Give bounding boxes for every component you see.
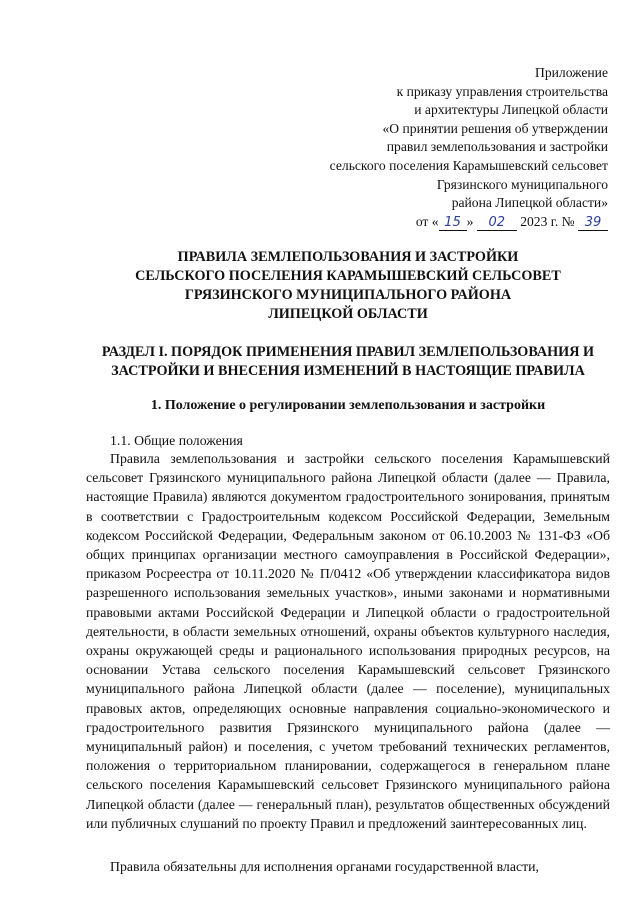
section-line: РАЗДЕЛ I. ПОРЯДОК ПРИМЕНЕНИЯ ПРАВИЛ ЗЕМЛЕПОЛЬЗОВАНИЯ И xyxy=(101,344,595,360)
appendix-line: к приказу управления строительства xyxy=(396,83,608,99)
appendix-date-line xyxy=(330,213,608,232)
appendix-line: и архитектуры Липецкой области xyxy=(414,102,608,118)
title-line: ЛИПЕЦКОЙ ОБЛАСТИ xyxy=(268,306,428,322)
appendix-line: района Липецкой области» xyxy=(451,195,608,211)
clause-heading: 1.1. Общие положения xyxy=(110,433,243,448)
body-paragraph: Правила землепользования и застройки сельского поселения Карамышевский сельсовет Грязинского муниципального района Липецкой области (далее — Правила, настоящие Правила) являются документом градостроительного зонирования, принятым в соответствии с Градостроительным кодексом Российской Федерации, Земельным кодексом Российской Федерации, Федеральным законом от 06.10.2003 № 131-ФЗ «Об общих принципах организации местного самоуправления в Российской Федерации», приказом Росреестра от 10.11.2020 № П/0412 «Об утверждении классификатора видов разрешенного использования земельных участков», иными законами и нормативными правовыми актами Российской Федерации и Липецкой области о градостроительной деятельности, в области земельных отношений, охраны объектов культурного наследия, охраны окружающей среды и рационального использования природных ресурсов, на основании Устава сельского поселения Карамышевский сельсовет Грязинского муниципального района Липецкой области (далее — поселение), муниципальных правовых актов, определяющих основные направления социально-экономического и градостроительного развития Грязинского муниципального района (далее — муниципальный район) и поселения, с учетом требований технических регламентов, положения о территориальном планировании, содержащегося в генеральном плане сельского поселения Карамышевский сельсовет Грязинского муниципального района Липецкой области (далее — генеральный план), результатов общественных обсуждений или публичных слушаний по проекту Правил и предложений заинтересованных лиц. xyxy=(86,451,610,831)
document-title xyxy=(86,248,610,324)
section-line: ЗАСТРОЙКИ И ВНЕСЕНИЯ ИЗМЕНЕНИЙ В НАСТОЯЩИЕ ПРАВИЛА xyxy=(111,363,585,379)
handwritten-month: 02 xyxy=(477,216,517,231)
appendix-header xyxy=(330,64,608,231)
date-year: 2023 г. № xyxy=(520,213,575,229)
appendix-line: Приложение xyxy=(535,65,608,80)
appendix-line: правил землепользования и застройки xyxy=(386,139,608,155)
title-line: ГРЯЗИНСКОГО МУНИЦИПАЛЬНОГО РАЙОНА xyxy=(184,287,512,303)
appendix-line: Грязинского муниципального xyxy=(436,176,608,192)
title-line: СЕЛЬСКОГО ПОСЕЛЕНИЯ КАРАМЫШЕВСКИЙ СЕЛЬСОВЕТ xyxy=(135,268,561,284)
handwritten-day: 15 xyxy=(439,216,467,231)
body-paragraph: Правила обязательны для исполнения органами государственной власти, xyxy=(110,859,539,874)
appendix-line: сельского поселения Карамышевский сельсовет xyxy=(329,157,608,173)
subsection-heading: 1. Положение о регулировании землепользования и застройки xyxy=(150,398,546,413)
title-line: ПРАВИЛА ЗЕМЛЕПОЛЬЗОВАНИЯ И ЗАСТРОЙКИ xyxy=(177,249,519,265)
section-heading xyxy=(86,343,610,381)
handwritten-doc-number: 39 xyxy=(578,216,608,231)
date-mid: » xyxy=(466,213,474,229)
appendix-line: «О принятии решения об утверждении xyxy=(382,120,608,136)
date-prefix: от « xyxy=(415,213,439,229)
